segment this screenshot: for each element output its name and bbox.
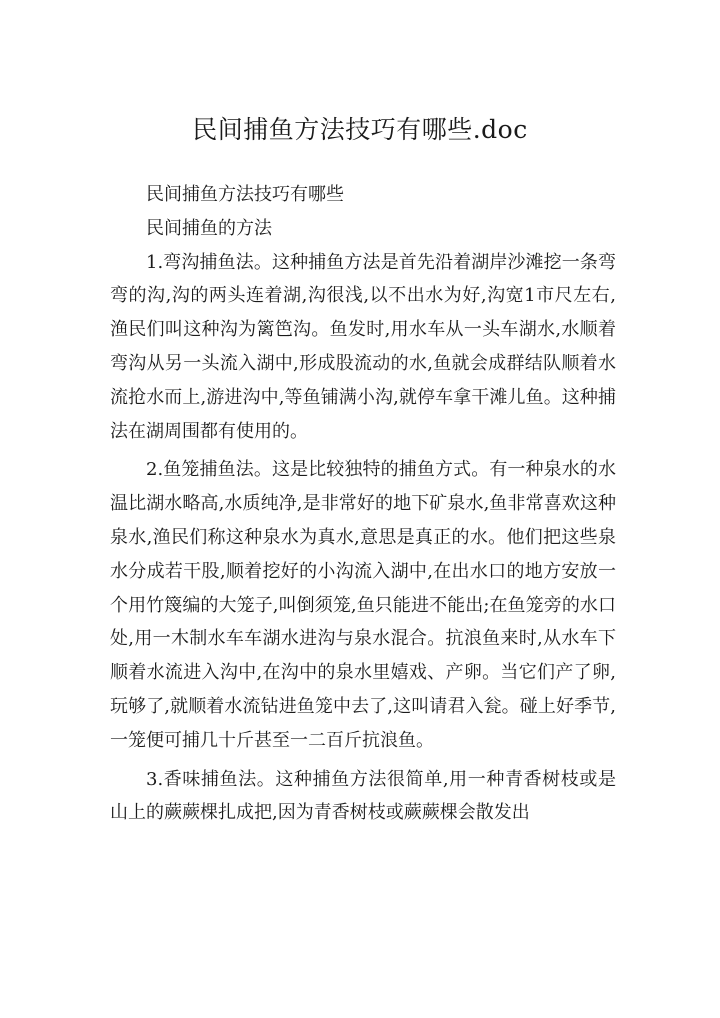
- document-body: [110, 178, 616, 830]
- subtitle-line: 民间捕鱼方法技巧有哪些: [146, 184, 344, 205]
- paragraph-1: 1.弯沟捕鱼法。这种捕鱼方法是首先沿着湖岸沙滩挖一条弯弯的沟,沟的两头连着湖,沟很浅,以不出水为好,沟宽1市尺左右,渔民们叫这种沟为篱笆沟。鱼发时,用水车从一头车湖水,水顺着弯沟从另一头流入湖中,形成股流动的水,鱼就会成群结队顺着水流抢水而上,游进沟中,等鱼铺满小沟,就停车拿干滩儿鱼。这种捕法在湖周围都有使用的。: [110, 251, 616, 442]
- paragraph-2: 2.鱼笼捕鱼法。这是比较独特的捕鱼方式。有一种泉水的水温比湖水略高,水质纯净,是非常好的地下矿泉水,鱼非常喜欢这种泉水,渔民们称这种泉水为真水,意思是真正的水。他们把这些泉水分成若干股,顺着挖好的小沟流入湖中,在出水口的地方安放一个用竹篾编的大笼子,叫倒须笼,鱼只能进不能出;在鱼笼旁的水口处,用一木制水车车湖水进沟与泉水混合。抗浪鱼来时,从水车下顺着水流进入沟中,在沟中的泉水里嬉戏、产卵。当它们产了卵,玩够了,就顺着水流钻进鱼笼中去了,这叫请君入瓮。碰上好季节,一笼便可捕几十斤甚至一二百斤抗浪鱼。: [110, 459, 616, 751]
- paragraph-3: 3.香味捕鱼法。这种捕鱼方法很简单,用一种青香树枝或是山上的蕨蕨棵扎成把,因为青香树枝或蕨蕨棵会散发出: [110, 768, 616, 824]
- section-heading: 民间捕鱼的方法: [146, 217, 272, 239]
- document-title: 民间捕鱼方法技巧有哪些.doc: [192, 115, 528, 144]
